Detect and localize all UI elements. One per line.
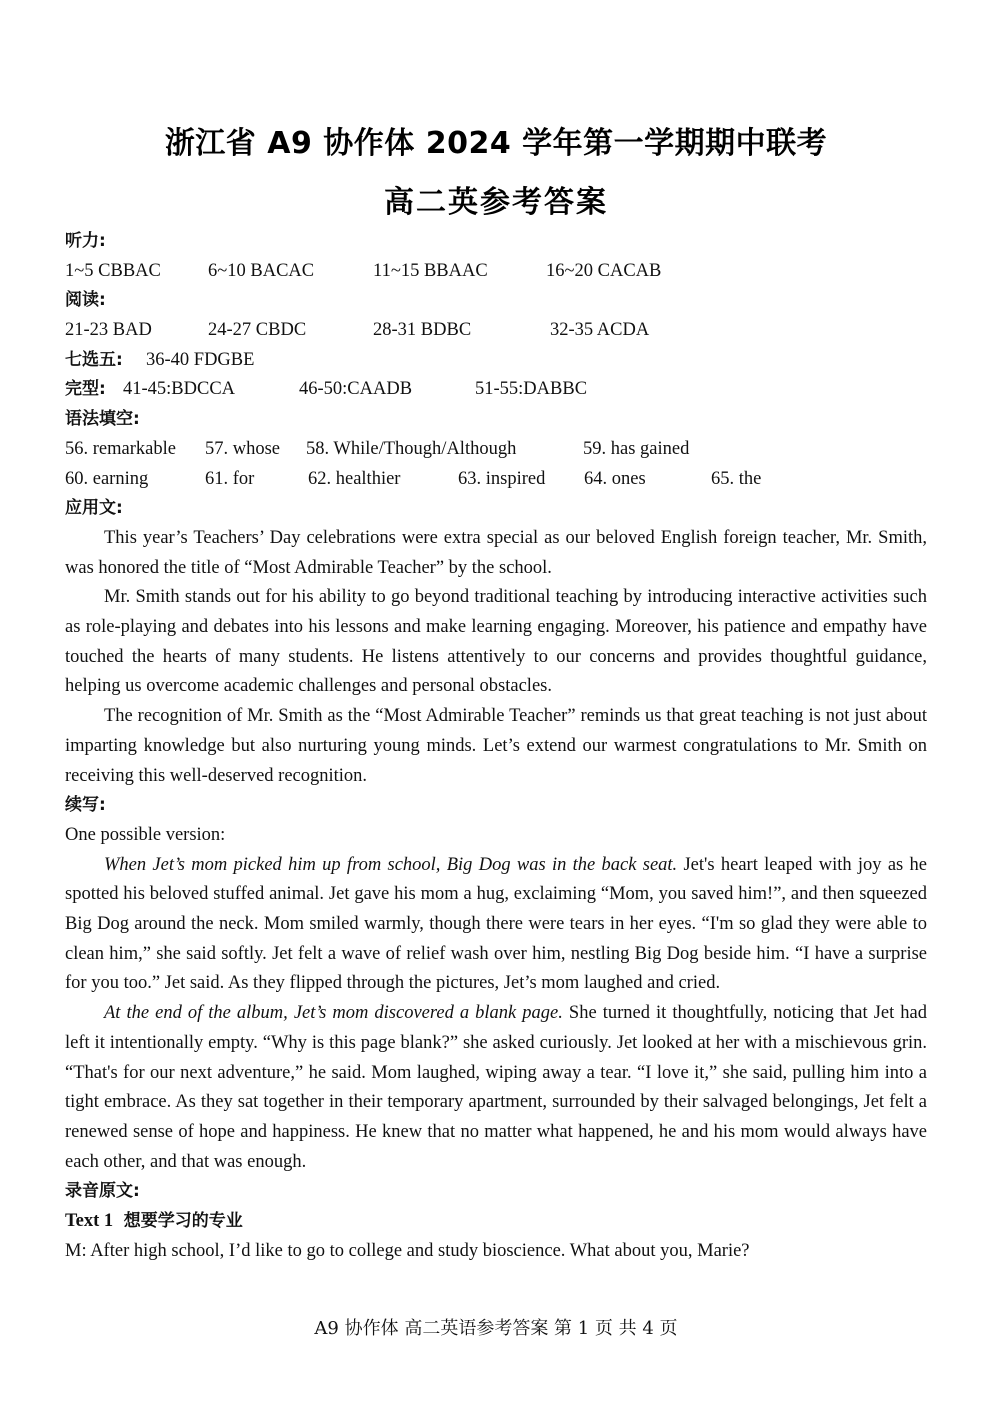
- continuation-intro: One possible version:: [65, 824, 226, 845]
- grammar-answer: 62. healthier: [308, 468, 401, 489]
- writing-heading: 应用文:: [65, 498, 123, 519]
- grammar-answer: 58. While/Though/Although: [306, 438, 517, 459]
- continuation-body: She turned it thoughtfully, noticing that Jet had left it intentionally empty. “Why is this page blank?” she asked curiously. Jet looked at her with a mischievous grin. “That's for our next adventure,” he said. Mom laughed, wiping away a tear. “I love it,” she said, pulling him into a tight embrace. As they sat together in their temporary apartment, surrounded by their salvaged belongings, Jet felt a renewed sense of hope and happiness. He knew that no matter what happened, he and his mom would always have each other, and that was enough.: [65, 1003, 927, 1172]
- listening-heading: 听力:: [65, 231, 106, 251]
- grammar-answers-row-1: [65, 435, 927, 465]
- answer-content: [65, 227, 927, 1267]
- listening-group: 1~5 CBBAC: [65, 260, 161, 281]
- text1-title: 想要学习的专业: [123, 1211, 243, 1232]
- grammar-answers-row-2: [65, 465, 927, 495]
- cloze-row: [65, 375, 927, 405]
- grammar-answer: 60. earning: [65, 468, 149, 489]
- page-footer: A9 协作体 高二英语参考答案 第 1 页 共 4 页: [314, 1318, 678, 1339]
- grammar-answer: 61. for: [205, 468, 255, 489]
- grammar-answer: 59. has gained: [583, 438, 690, 459]
- cloze-group: 46-50:CAADB: [299, 379, 413, 400]
- continuation-paragraph: [65, 999, 927, 1177]
- continuation-opening-sentence: At the end of the album, Jet’s mom discovered a blank page.: [104, 1003, 563, 1024]
- reading-group: 32-35 ACDA: [550, 320, 650, 341]
- transcript-heading: 录音原文:: [65, 1181, 140, 1202]
- text1-label: Text 1: [65, 1211, 114, 1232]
- continuation-paragraph: [65, 851, 927, 1000]
- listening-group: 11~15 BBAAC: [373, 260, 488, 281]
- listening-group: 6~10 BACAC: [208, 260, 315, 281]
- grammar-answer: 65. the: [711, 468, 762, 489]
- grammar-answer: 64. ones: [584, 468, 646, 489]
- reading-group: 21-23 BAD: [65, 320, 152, 341]
- grammar-answer: 56. remarkable: [65, 438, 176, 459]
- listening-group: 16~20 CACAB: [546, 260, 662, 281]
- continuation-heading: 续写:: [65, 795, 106, 816]
- continuation-body: Jet's heart leaped with joy as he spotted his beloved stuffed animal. Jet gave his mom a hug, exclaiming “Mom, you saved him!”, and then squeezed Big Dog around the neck. Mom smiled warmly, though there were tears in her eyes. “I'm so glad they were able to clean him,” she said softly. Jet felt a wave of relief wash over him, nestling Big Dog beside him. “I have a surprise for you too.” Jet said. As they flipped through the pictures, Jet’s mom laughed and cried.: [65, 854, 927, 994]
- writing-paragraph: Mr. Smith stands out for his ability to go beyond traditional teaching by introducing interactive activities such as role-playing and debates into his lessons and make learning engaging. Moreover, his patience and empathy have touched the hearts of many students. He listens attentively to our concerns and provides thoughtful guidance, helping us overcome academic challenges and personal obstacles.: [65, 587, 927, 697]
- continuation-opening-sentence: When Jet’s mom picked him up from school, Big Dog was in the back seat.: [104, 854, 678, 875]
- grammar-answer: 63. inspired: [458, 468, 546, 489]
- reading-heading: 阅读:: [65, 290, 106, 311]
- seven-five-answer: 36-40 FDGBE: [146, 349, 255, 370]
- reading-answers: [65, 316, 927, 346]
- transcript-line: M: After high school, I’d like to go to college and study bioscience. What about you, Marie?: [65, 1240, 750, 1261]
- writing-paragraph: This year’s Teachers’ Day celebrations were extra special as our beloved English foreign teacher, Mr. Smith, was honored the title of “Most Admirable Teacher” by the school.: [65, 527, 927, 578]
- grammar-answer: 57. whose: [205, 438, 281, 459]
- seven-five-label: 七选五:: [65, 349, 123, 370]
- reading-group: 24-27 CBDC: [208, 320, 307, 341]
- cloze-label: 完型:: [65, 379, 106, 400]
- grammar-heading: 语法填空:: [65, 409, 140, 430]
- cloze-group: 51-55:DABBC: [475, 379, 588, 400]
- reading-group: 28-31 BDBC: [373, 320, 472, 341]
- page-title: 浙江省 A9 协作体 2024 学年第一学期期中联考: [164, 126, 828, 161]
- transcript-text1-heading: [65, 1207, 927, 1237]
- listening-answers: [65, 257, 927, 287]
- cloze-group: 41-45:BDCCA: [123, 379, 236, 400]
- seven-five-row: [65, 346, 927, 376]
- writing-paragraph: The recognition of Mr. Smith as the “Most Admirable Teacher” reminds us that great teaching is not just about imparting knowledge but also nurturing young minds. Let’s extend our warmest congratulations to Mr. Smith on receiving this well-deserved recognition.: [65, 706, 927, 786]
- page-subtitle: 高二英参考答案: [384, 185, 608, 220]
